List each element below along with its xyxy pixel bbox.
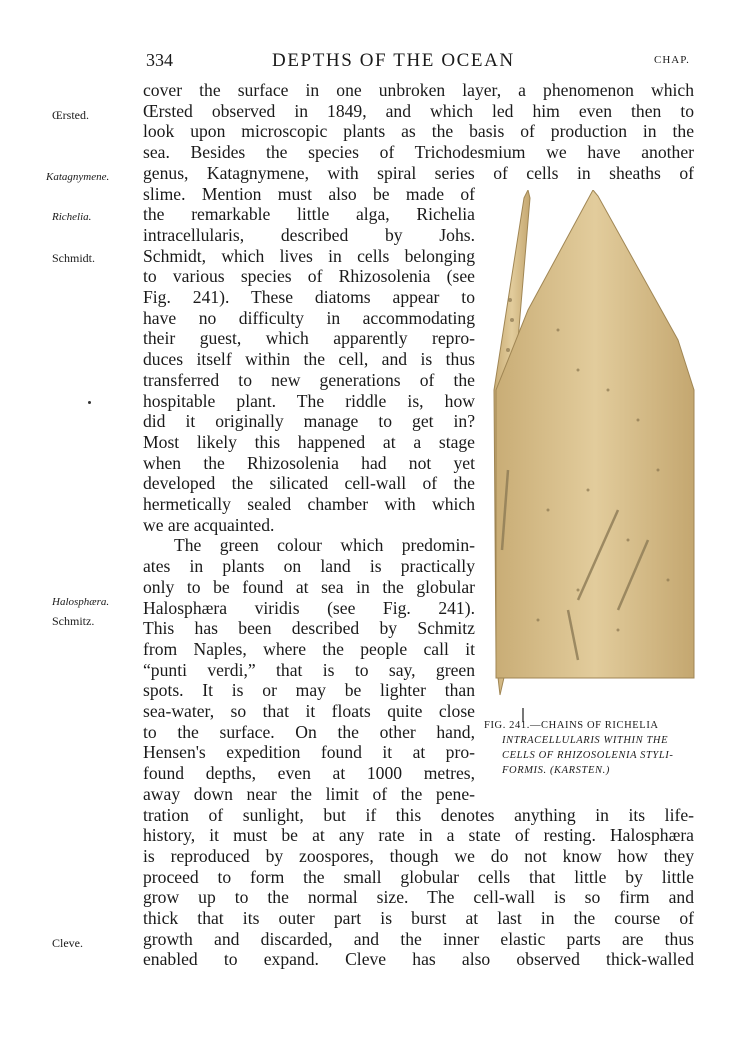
text-line: proceed to form the small globular cells that little by little <box>143 866 694 887</box>
running-title: DEPTHS OF THE OCEAN <box>272 50 515 71</box>
margin-note: Katagnymene. <box>46 171 110 183</box>
text-line: grow up to the normal size. The cell-wall is so firm and <box>143 887 694 908</box>
figure-caption-line: INTRACELLULARIS WITHIN THE <box>502 735 669 746</box>
chapter-label: CHAP. <box>654 54 690 66</box>
text-line: have no difficulty in accommodating <box>143 307 475 328</box>
text-line: “punti verdi,” that is to say, green <box>143 659 475 680</box>
margin-note: Schmitz. <box>52 614 95 628</box>
text-line: Fig. 241). These diatoms appear to <box>143 287 475 307</box>
margin-note: Schmidt. <box>52 251 96 265</box>
text-line: Œrsted observed in 1849, and which led him even then to <box>143 100 694 121</box>
text-line: hospitable plant. The riddle is, how <box>143 390 475 411</box>
rhizosolenia-cell-right <box>496 190 694 678</box>
text-line: their guest, which apparently repro- <box>143 328 475 349</box>
text-line: developed the silicated cell-wall of the <box>143 473 475 494</box>
text-line: growth and discarded, and the inner elastic parts are thus <box>143 928 694 949</box>
margin-note: Cleve. <box>52 936 83 950</box>
figure-caption-line: FORMIS. (KARSTEN.) <box>502 765 610 776</box>
margin-note: Halosphæra. <box>52 596 110 608</box>
text-line: away down near the limit of the pene- <box>143 783 475 804</box>
text-line: transferred to new generations of the <box>143 369 475 390</box>
text-line: only to be found at sea in the globular <box>143 576 475 597</box>
text-line: to various species of Rhizosolenia (see <box>143 266 475 287</box>
text-line: sea. Besides the species of Trichodesmium we have another <box>143 142 694 163</box>
text-line: Halosphæra viridis (see Fig. 241). <box>143 597 475 618</box>
text-line: The green colour which predomin- <box>174 535 475 556</box>
text-line: history, it must be at any rate in a state of resting. Halosphæra <box>143 825 694 846</box>
text-line: to the surface. On the other hand, <box>143 721 475 742</box>
text-line: slime. Mention must also be made of <box>143 183 475 204</box>
text-line: when the Rhizosolenia had not yet <box>143 452 475 473</box>
margin-note: Richelia. <box>52 211 92 223</box>
text-line: we are acquainted. <box>143 514 275 535</box>
text-line: spots. It is or may be lighter than <box>143 680 475 701</box>
text-line: This has been described by Schmitz <box>143 618 475 639</box>
text-line: duces itself within the cell, and is thus <box>143 349 475 370</box>
text-line: the remarkable little alga, Richelia <box>143 204 475 225</box>
text-line: look upon microscopic plants as the basis of production in the <box>143 121 694 142</box>
text-line: is reproduced by zoospores, though we do not know how they <box>143 845 694 866</box>
text-line: Schmidt, which lives in cells belonging <box>143 245 475 266</box>
text-line: cover the surface in one unbroken layer, a phenomenon which <box>143 80 694 100</box>
text-line: found depths, even at 1000 metres, <box>143 763 475 784</box>
text-line: tration of sunlight, but if this denotes anything in its life- <box>143 804 694 825</box>
figure-illustration <box>488 190 698 710</box>
text-line: from Naples, where the people call it <box>143 638 475 659</box>
text-line: Hensen's expedition found it at pro- <box>143 742 475 763</box>
text-line: enabled to expand. Cleve has also observed thick-walled <box>143 949 694 970</box>
text-line: ates in plants on land is practically <box>143 556 475 577</box>
text-line: intracellularis, described by Johs. <box>143 224 475 245</box>
page-number: 334 <box>146 50 173 70</box>
figure-caption-line: FIG. 241.—CHAINS OF RICHELIA <box>484 720 659 731</box>
text-line: Most likely this happened at a stage <box>143 431 475 452</box>
text-line: genus, Katagnymene, with spiral series of cells in sheaths of <box>143 162 694 183</box>
figure-caption-line: CELLS OF RHIZOSOLENIA STYLI- <box>502 750 674 761</box>
text-line: did it originally manage to get in? <box>143 411 475 432</box>
text-line: sea-water, so that it floats quite close <box>143 701 475 721</box>
stray-mark <box>88 401 91 404</box>
text-line: hermetically sealed chamber with which <box>143 494 475 514</box>
margin-note: Œrsted. <box>52 108 89 122</box>
text-line: thick that its outer part is burst at last in the course of <box>143 908 694 928</box>
